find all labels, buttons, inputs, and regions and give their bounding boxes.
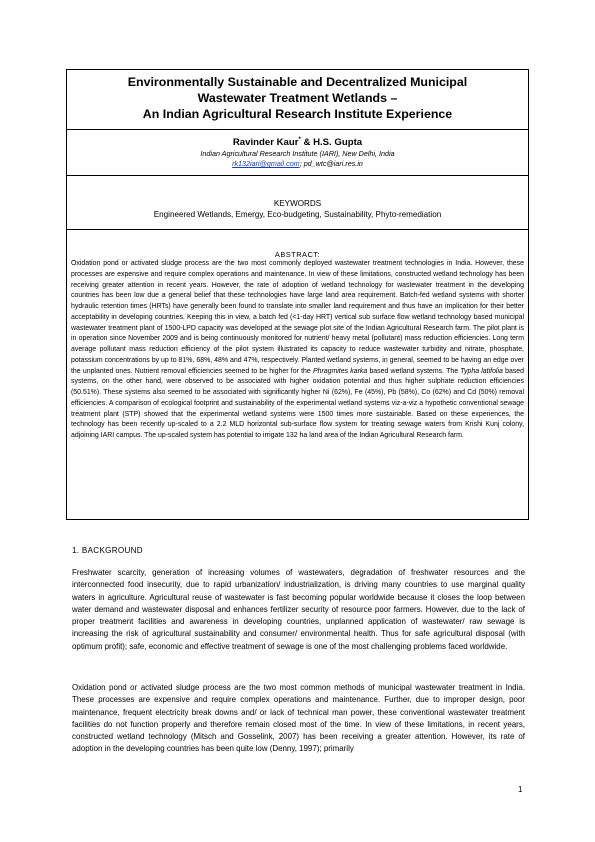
paper-title: [67, 74, 528, 122]
abstract-species-1: Phragmites karka: [312, 367, 368, 375]
abstract-part-3: based systems, on the other hand, were observed to be associated with higher oxidation potential and thus higher sulphate reduction efficiencies (50.51%). These systems also seemed to be associated with significantly higher Ni (62%), Fe (45%), Pb (58%), Co (62%) and Cd (50%) removal efficiencies. A comparison of ecological footprint and sustainability of the experimental wetland systems viz-a-viz a hypothetic conventional sewage treatment plant (STP) showed that the experimental wetland systems were 1500 times more sustainable. Based on these experiences, the technology has been recently up-scaled to a 2.2 MLD horizontal sub-surface flow system for treating sewage waters from Krishi Kunj colony, adjoining IARI campus. The up-scaled system has potential to irrigate 132 ha land area of the Indian Agricultural Research farm.: [71, 367, 524, 439]
background-paragraph-1: Freshwater scarcity, generation of increasing volumes of wastewaters, degradation of freshwater resources and the interconnected food insecurity, due to rapid urbanization/ industrialization, is driving many countries to use marginal quality waters in agriculture. Agricultural reuse of wastewater is fast becoming popular worldwide because it closes the loop between water demand and wastewater disposal and enhances fertilizer security of resource poor farmers. However, due to the lack of proper treatment facilities and awareness in developing countries, unplanned application of wastewater/ raw sewage is increasing the risk of agricultural sustainability and consumer/ environmental health. Thus for safe agricultural disposal (with optimum profit); safe, economic and effective treatment of sewage is one of the most challenging problems faced worldwide.: [72, 568, 525, 651]
email-link-1[interactable]: rk132iari@gmail.com: [232, 159, 300, 169]
abstract-species-2: Typha latifolia: [460, 367, 503, 375]
keywords-text: Engineered Wetlands, Emergy, Eco-budgeting, Sustainability, Phyto-remediation: [153, 210, 442, 219]
abstract-part-2: based wetland systems. The: [367, 367, 461, 375]
abstract-part-1: Oxidation pond or activated sludge process are the two most commonly deployed wastewater treatment technologies in India. However, these processes are expensive and require complex operations and maintenance. In view of these limitations, constructed wetland technology has been receiving greater attention in recent years. However, the rate of adoption of wetland technology for wastewater treatment in the developing countries has been low due a general belief that these technologies have large land area requirement. Batch-fed wetland systems with shorter hydraulic retention times (HRTs) have generally been found to translate into smaller land requirement and thus have an implication for their better acceptability in developing countries. Keeping this in view, a batch fed (<1-day HRT) vertical sub surface flow wetland technology based municipal wastewater treatment plant of 1500-LPD capacity was developed at the sewage plot site of the Indian Agricultural Research farm. The pilot plant is in operation since November 2009 and is being continuously monitored for nutrient/ heavy metal (pollutant) mass reduction efficiencies. Long term average pollutant mass reduction efficiency of the pilot system illustrated its capacity to reduce wastewater turbidity and nitrate, phosphate, potassium concentrations by up to 81%, 68%, 48% and 47%, respectively. Planted wetland systems, in general, seemed to be having an edge over the unplanted ones. Nutrient removal efficiencies seemed to be higher for the: [71, 260, 524, 375]
title-section: [67, 70, 528, 130]
author-separator: &: [300, 137, 314, 149]
page-number: 1: [518, 785, 523, 794]
affiliation: Indian Agricultural Research Institute (IARI), New Delhi, India: [200, 149, 395, 159]
author-1: Ravinder Kaur: [232, 137, 299, 149]
author-list: [67, 134, 528, 149]
email-separator: ;: [299, 159, 304, 169]
title-line-3: An Indian Agricultural Research Institute Experience: [142, 107, 453, 121]
abstract-text: [71, 259, 524, 442]
background-paragraph-2: Oxidation pond or activated sludge process are the two most common methods of municipal wastewater treatment in India. These processes are expensive and require complex operations and maintenance. Further, due to improper design, poor maintenance, frequent electricity break downs and/ or lack of technical man power, these conventional wastewater treatment facilities do not function properly and therefore remain closed most of the time. In view of these limitations, in recent years, constructed wetland technology (Mitsch and Gosselink, 2007) has been receiving a greater attention. However, its rate of adoption in the developing countries has been quite low (Denny, 1997); primarily: [72, 683, 525, 754]
abstract-section: [67, 230, 528, 442]
author-2: H.S. Gupta: [313, 137, 363, 149]
email-2: pd_wtc@iari.res.in: [303, 159, 363, 169]
title-box: [66, 69, 529, 520]
section-heading: 1. BACKGROUND: [72, 546, 143, 555]
corresponding-author-mark: *: [298, 137, 301, 143]
email-list: [67, 159, 528, 169]
keywords-heading: KEYWORDS: [273, 199, 322, 208]
author-section: [67, 130, 528, 176]
title-line-2: Wastewater Treatment Wetlands –: [197, 91, 398, 105]
keywords-section: [67, 176, 528, 230]
abstract-heading: ABSTRACT:: [274, 250, 321, 259]
title-line-1: Environmentally Sustainable and Decentralized Municipal: [127, 75, 468, 89]
